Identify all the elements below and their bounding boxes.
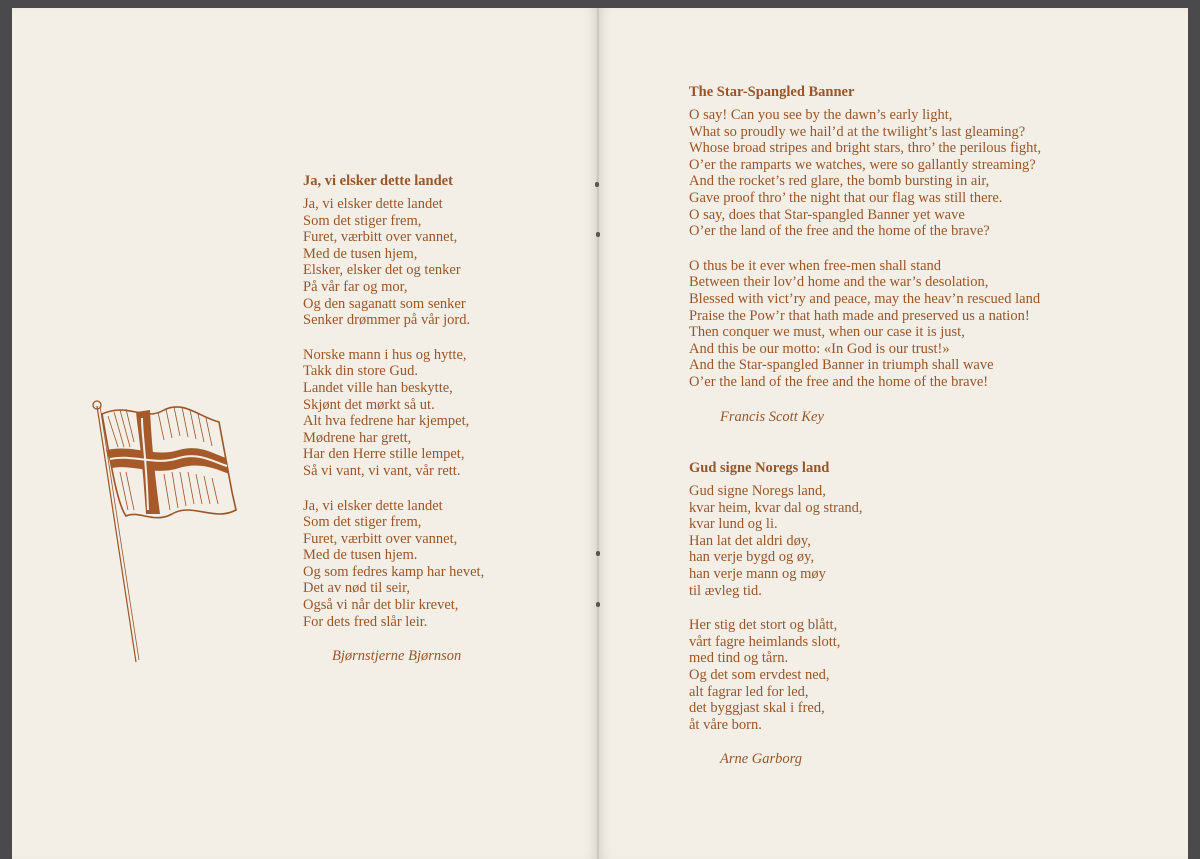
poem-line: Har den Herre stille lempet, [303, 446, 465, 463]
poem-line: åt våre born. [689, 716, 762, 733]
poem-line: På vår far og mor, [303, 278, 408, 295]
poem-title: Gud signe Noregs land [689, 460, 830, 476]
norwegian-flag-drawing [84, 392, 244, 672]
poem-author: Francis Scott Key [720, 408, 824, 425]
poem-line: Som det stiger frem, [303, 212, 422, 229]
poem-author: Bjørnstjerne Bjørnson [332, 648, 462, 665]
poem-line: Whose broad stripes and bright stars, thro’ the perilous fight, [689, 140, 1042, 157]
poem-line: Og den saganatt som senker [303, 295, 466, 312]
booklet-spine [597, 8, 599, 859]
stanza [689, 107, 1041, 240]
stanza [303, 196, 484, 329]
poem-line: Ja, vi elsker dette landet [303, 497, 443, 514]
poem-line: What so proudly we hail’d at the twilight’s last gleaming? [689, 123, 1026, 140]
poem-line: kvar heim, kvar dal og strand, [689, 499, 863, 516]
poem-line: O say, does that Star-spangled Banner yet wave [689, 206, 965, 223]
poem-line: Then conquer we must, when our case it is just, [689, 324, 965, 341]
poem-line: han verje bygd og øy, [689, 549, 815, 566]
poem-line: alt fagrar led for led, [689, 683, 809, 700]
poem-line: Blessed with vict’ry and peace, may the heav’n rescued land [689, 290, 1041, 307]
poem-line: Landet ville han beskytte, [303, 379, 453, 396]
stanza [303, 347, 484, 480]
poem-line: han verje mann og møy [689, 565, 826, 582]
poem-line: med tind og tårn. [689, 650, 789, 667]
poem-gud-signe-noregs-land [689, 460, 863, 768]
poem-line: O’er the ramparts we watches, were so gallantly streaming? [689, 156, 1036, 173]
poem-line: Han lat det aldri døy, [689, 532, 811, 549]
poem-line: For dets fred slår leir. [303, 613, 428, 630]
poem-line: Her stig det stort og blått, [689, 617, 838, 634]
poem-line: O’er the land of the free and the home of the brave? [689, 223, 990, 240]
staple-lower-middle [596, 551, 600, 556]
poem-line: Skjønt det mørkt så ut. [303, 396, 435, 413]
poem-line: Norske mann i hus og hytte, [303, 346, 467, 363]
poem-line: Så vi vant, vi vant, vår rett. [303, 462, 461, 479]
poem-line: Elsker, elsker det og tenker [303, 262, 461, 279]
poem-line: O thus be it ever when free-men shall stand [689, 257, 942, 274]
poem-line: kvar lund og li. [689, 516, 778, 533]
poem-line: Med de tusen hjem, [303, 245, 418, 262]
poem-star-spangled-banner [689, 84, 1041, 426]
poem-line: Alt hva fedrene har kjempet, [303, 413, 470, 430]
staple-top [595, 182, 599, 187]
poem-line: vårt fagre heimlands slott, [689, 633, 841, 650]
poem-line: Gave proof thro’ the night that our flag was still there. [689, 189, 1003, 206]
poem-ja-vi-elsker [303, 173, 484, 665]
poem-author: Arne Garborg [720, 751, 803, 768]
stanza [689, 258, 1041, 391]
poem-line: Praise the Pow’r that hath made and preserved us a nation! [689, 307, 1030, 324]
poem-line: O’er the land of the free and the home of the brave! [689, 373, 989, 390]
poem-line: Som det stiger frem, [303, 514, 422, 531]
poem-line: Og som fedres kamp har hevet, [303, 563, 485, 580]
poem-title: Ja, vi elsker dette landet [303, 173, 453, 189]
poem-line: Også vi når det blir krevet, [303, 597, 459, 614]
stanza [303, 498, 484, 631]
stanza [689, 483, 863, 599]
poem-line: Gud signe Noregs land, [689, 483, 826, 499]
poem-line: And this be our motto: «In God is our trust!» [689, 340, 950, 357]
poem-title: The Star-Spangled Banner [689, 84, 855, 100]
poem-line: Between their lov’d home and the war’s desolation, [689, 274, 989, 291]
poem-line: det byggjast skal i fred, [689, 700, 825, 717]
poem-line: And the Star-spangled Banner in triumph shall wave [689, 357, 994, 374]
staple-upper-middle [596, 232, 600, 237]
poem-line: Senker drømmer på vår jord. [303, 312, 471, 329]
stanza [689, 617, 863, 733]
poem-line: Takk din store Gud. [303, 363, 418, 380]
poem-line: Med de tusen hjem. [303, 547, 418, 564]
poem-line: Furet, værbitt over vannet, [303, 530, 458, 547]
poem-line: Og det som ervdest ned, [689, 666, 830, 683]
poem-line: Mødrene har grett, [303, 429, 412, 446]
poem-line: And the rocket’s red glare, the bomb bursting in air, [689, 173, 990, 190]
poem-line: til ævleg tid. [689, 582, 762, 599]
poem-line: Ja, vi elsker dette landet [303, 196, 443, 212]
poem-line: Furet, værbitt over vannet, [303, 229, 458, 246]
staple-bottom [596, 602, 600, 607]
poem-line: O say! Can you see by the dawn’s early light, [689, 107, 953, 123]
poem-line: Det av nød til seir, [303, 580, 410, 597]
